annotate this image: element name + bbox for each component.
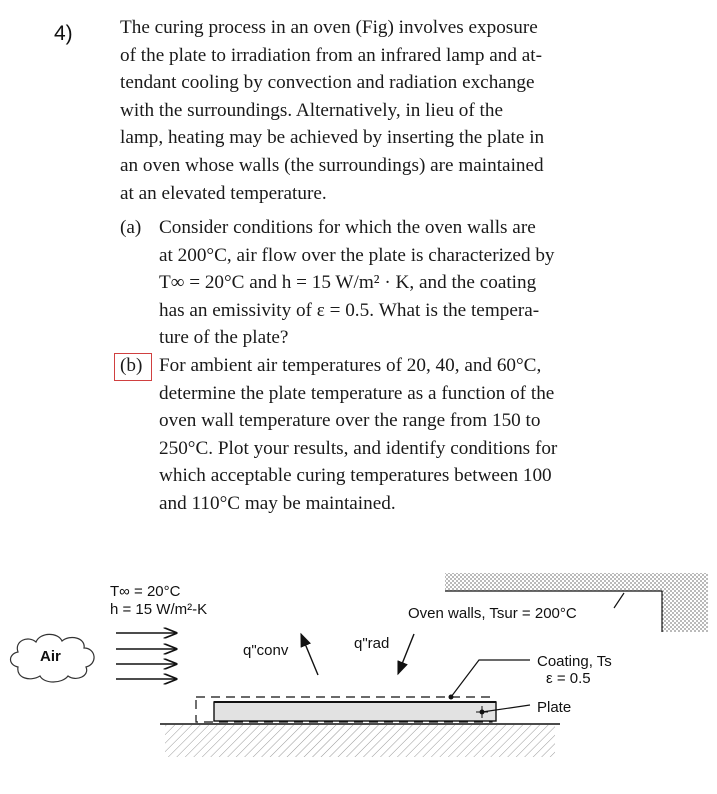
part-b-line: which acceptable curing temperatures between 100 — [159, 465, 552, 487]
coating-label: Coating, Ts — [537, 653, 612, 670]
air-label: Air — [40, 648, 61, 665]
part-a-label: (a) — [120, 217, 142, 238]
q-conv-label: q"conv — [243, 642, 289, 659]
oven-label: Oven walls, Tsur = 200°C — [408, 605, 577, 622]
part-b-line: determine the plate temperature as a function of the — [159, 382, 555, 404]
part-a-line: ture of the plate? — [159, 327, 289, 349]
coating-leader — [451, 660, 530, 697]
oven-label-leader — [614, 593, 624, 608]
part-a-line: T∞ = 20°C and h = 15 W/m² · K, and the coating — [159, 272, 537, 294]
part-a-line: Consider conditions for which the oven walls are — [159, 217, 536, 238]
t-inf-label: T∞ = 20°C — [110, 583, 181, 600]
q-rad-arrow — [398, 634, 414, 674]
h-label: h = 15 W/m²-K — [110, 601, 208, 618]
part-a-line: has an emissivity of ε = 0.5. What is the tempera- — [159, 299, 540, 321]
intro-line: an oven whose walls (the surroundings) are maintained — [120, 154, 544, 176]
intro-line: with the surroundings. Alternatively, in lieu of the — [120, 99, 503, 121]
part-b-line: For ambient air temperatures of 20, 40, and 60°C, — [159, 355, 542, 376]
part-b-line: and 110°C may be maintained. — [159, 492, 396, 514]
air-flow-arrows — [116, 633, 176, 679]
problem-intro — [120, 14, 544, 207]
part-b-text — [159, 352, 557, 518]
part-a-line: at 200°C, air flow over the plate is characterized by — [159, 244, 555, 266]
q-conv-arrow — [301, 634, 318, 675]
part-a-text — [159, 214, 555, 352]
oven-wall — [445, 573, 708, 632]
plate-label: Plate — [537, 699, 572, 716]
intro-line: The curing process in an oven (Fig) involves exposure — [120, 17, 538, 38]
part-b-line: oven wall temperature over the range from 150 to — [159, 410, 541, 432]
intro-line: of the plate to irradiation from an infrared lamp and at- — [120, 44, 542, 66]
intro-line: tendant cooling by convection and radiation exchange — [120, 72, 535, 94]
part-b-line: 250°C. Plot your results, and identify conditions for — [159, 437, 558, 459]
intro-line: lamp, heating may be achieved by inserting the plate in — [120, 127, 545, 149]
emissivity-label: ε = 0.5 — [546, 670, 591, 687]
ground-hatch — [165, 725, 555, 757]
part-b-label: (b) — [120, 355, 143, 376]
problem-number: 4) — [54, 22, 73, 45]
plate — [214, 702, 496, 721]
intro-line: at an elevated temperature. — [120, 182, 327, 204]
q-rad-label: q"rad — [354, 635, 390, 652]
oven-figure — [0, 540, 717, 794]
